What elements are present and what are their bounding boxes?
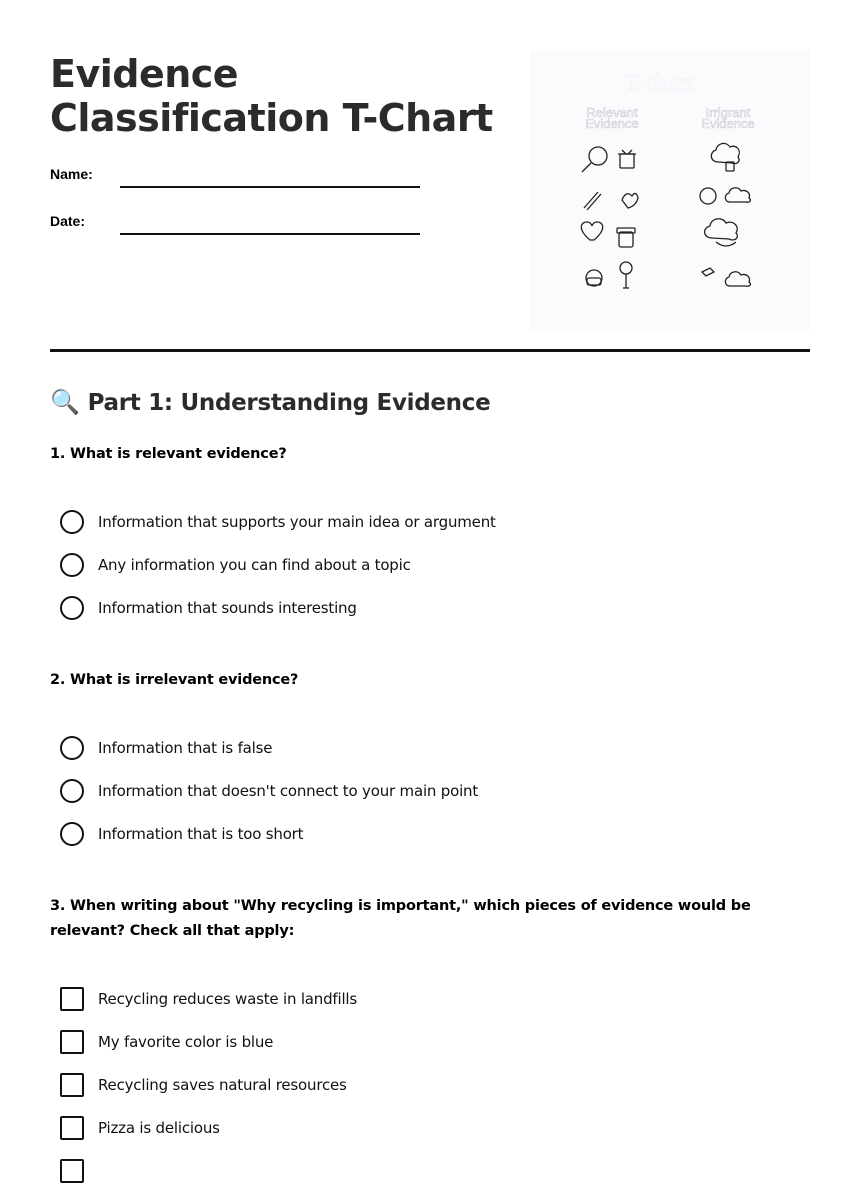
name-label: Name: [50, 166, 93, 182]
checkbox[interactable] [60, 1116, 84, 1140]
option-label: Information that is false [98, 739, 273, 757]
irrelevant-heading: Irrigrant Evidence [701, 105, 755, 131]
q1-option-1[interactable] [60, 510, 496, 534]
q2-option-2[interactable] [60, 779, 478, 803]
t-chart-illustration [530, 50, 810, 330]
magnifying-glass-icon: 🔍 [50, 388, 80, 416]
option-label: Information that supports your main idea or argument [98, 513, 496, 531]
part1-heading-text: Part 1: Understanding Evidence [87, 390, 491, 416]
q2-option-3[interactable] [60, 822, 303, 846]
q3-option-4[interactable] [60, 1116, 220, 1140]
checkbox[interactable] [60, 1073, 84, 1097]
option-label: Recycling reduces waste in landfills [98, 990, 358, 1008]
relevant-heading: Relevant Evidence [585, 105, 639, 131]
q2-option-1[interactable] [60, 736, 272, 760]
name-field[interactable] [120, 186, 420, 188]
magnifier-icon [589, 147, 607, 165]
question-2: 2. What is irrelevant evidence? [50, 672, 299, 688]
radio-button[interactable] [60, 510, 84, 534]
irrelevant-icons [690, 140, 770, 300]
checkbox[interactable] [60, 987, 84, 1011]
option-label: Pizza is delicious [98, 1119, 220, 1137]
relevant-icons [574, 142, 644, 302]
t-chart-illustration-title: T-chart [625, 70, 694, 96]
date-field[interactable] [120, 233, 420, 235]
q1-option-3[interactable] [60, 596, 357, 620]
q3-option-5-partial[interactable] [60, 1159, 84, 1183]
cup-icon [619, 232, 633, 247]
question-3: 3. When writing about "Why recycling is important," which pieces of evidence would be relevant? Check all that apply: [50, 898, 751, 939]
q3-option-3[interactable] [60, 1073, 347, 1097]
radio-button[interactable] [60, 736, 84, 760]
box-icon [620, 154, 634, 168]
option-label: Information that sounds interesting [98, 599, 357, 617]
date-label: Date: [50, 213, 86, 229]
checkbox[interactable] [60, 1159, 84, 1183]
question-1: 1. What is relevant evidence? [50, 446, 287, 462]
radio-button[interactable] [60, 779, 84, 803]
cloud-icon [725, 272, 750, 286]
cloud-icon [725, 188, 750, 202]
option-label: Information that is too short [98, 825, 304, 843]
bulb-icon [620, 262, 632, 274]
q3-option-2[interactable] [60, 1030, 273, 1054]
heart-icon [581, 222, 602, 240]
hand-icon [622, 193, 638, 208]
checkbox[interactable] [60, 1030, 84, 1054]
option-label: Recycling saves natural resources [98, 1076, 347, 1094]
option-label: My favorite color is blue [98, 1033, 274, 1051]
radio-button[interactable] [60, 553, 84, 577]
q1-option-2[interactable] [60, 553, 411, 577]
circle-icon [700, 188, 716, 204]
radio-button[interactable] [60, 596, 84, 620]
radio-button[interactable] [60, 822, 84, 846]
tag-icon [702, 268, 714, 276]
q3-option-1[interactable] [60, 987, 357, 1011]
cloud-icon [711, 143, 739, 163]
option-label: Information that doesn't connect to your main point [98, 782, 479, 800]
section-divider [50, 349, 810, 352]
part1-heading [50, 388, 490, 416]
option-label: Any information you can find about a topic [98, 556, 411, 574]
worksheet-title: Evidence Classification T-Chart [50, 52, 493, 140]
cloud-icon [705, 219, 738, 240]
